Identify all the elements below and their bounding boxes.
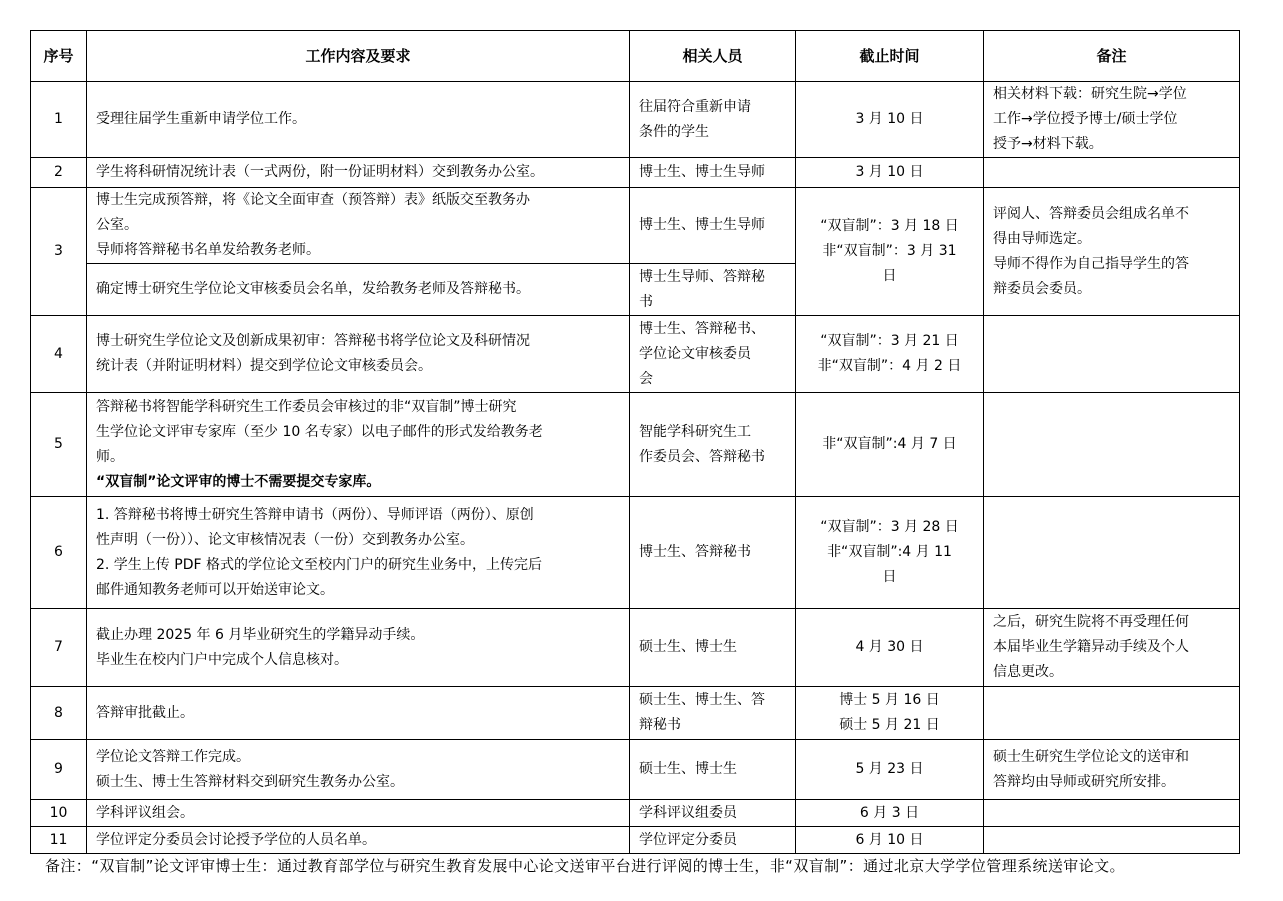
- table-row: [31, 188, 1240, 264]
- row-content: 1. 答辩秘书将博士研究生答辩申请书（两份）、导师评语（两份）、原创 性声明（一份））、论文审核情况表（一份）交到教务办公室。 2. 学生上传 PDF 格式的学位论文至校内门户的研究生业务中，上传完后 邮件通知教务老师可以开始送审论文。: [87, 497, 630, 609]
- table-row: [31, 497, 1240, 609]
- row-people: 博士生导师、答辩秘 书: [630, 264, 796, 316]
- row-deadline: 6 月 3 日: [796, 800, 984, 827]
- table-row: [31, 82, 1240, 158]
- table-row: [31, 827, 1240, 854]
- footnote: 备注：“双盲制”论文评审博士生：通过教育部学位与研究生教育发展中心论文送审平台进行评阅的博士生，非“双盲制”：通过北京大学学位管理系统送审论文。: [45, 857, 1125, 875]
- row-no: 9: [31, 740, 87, 800]
- row-note: 评阅人、答辩委员会组成名单不 得由导师选定。 导师不得作为自己指导学生的答 辩委员会委员。: [984, 188, 1240, 316]
- row-note: [984, 393, 1240, 497]
- table-row: [31, 393, 1240, 497]
- row-note: 之后，研究生院将不再受理任何 本届毕业生学籍异动手续及个人 信息更改。: [984, 609, 1240, 687]
- header-row: [31, 31, 1240, 82]
- row-content: 截止办理 2025 年 6 月毕业研究生的学籍异动手续。 毕业生在校内门户中完成个人信息核对。: [87, 609, 630, 687]
- row-people: 硕士生、博士生: [630, 740, 796, 800]
- header-people: 相关人员: [630, 31, 796, 82]
- row-note: [984, 687, 1240, 740]
- row-no: 8: [31, 687, 87, 740]
- row-note: [984, 800, 1240, 827]
- row-deadline: 非“双盲制”:4 月 7 日: [796, 393, 984, 497]
- row-no: 3: [31, 188, 87, 316]
- row-note: [984, 827, 1240, 854]
- row-deadline: 博士 5 月 16 日 硕士 5 月 21 日: [796, 687, 984, 740]
- bold-note: “双盲制”论文评审的博士不需要提交专家库。: [96, 473, 381, 490]
- row-people: 博士生、博士生导师: [630, 188, 796, 264]
- row-note: [984, 158, 1240, 188]
- row-deadline: “双盲制”：3 月 21 日 非“双盲制”：4 月 2 日: [796, 316, 984, 393]
- row-no: 5: [31, 393, 87, 497]
- row-people: 博士生、答辩秘书: [630, 497, 796, 609]
- row-note: [984, 316, 1240, 393]
- row-deadline: “双盲制”：3 月 28 日 非“双盲制”:4 月 11 日: [796, 497, 984, 609]
- row-deadline: 3 月 10 日: [796, 82, 984, 158]
- row-no: 4: [31, 316, 87, 393]
- row-people: 硕士生、博士生: [630, 609, 796, 687]
- table-row: [31, 800, 1240, 827]
- row-content: 学生将科研情况统计表（一式两份，附一份证明材料）交到教务办公室。: [87, 158, 630, 188]
- row-deadline: 4 月 30 日: [796, 609, 984, 687]
- table-row: [31, 687, 1240, 740]
- row-people: 往届符合重新申请 条件的学生: [630, 82, 796, 158]
- row-deadline: “双盲制”：3 月 18 日 非“双盲制”：3 月 31 日: [796, 188, 984, 316]
- row-content: 答辩审批截止。: [87, 687, 630, 740]
- header-deadline: 截止时间: [796, 31, 984, 82]
- row-no: 2: [31, 158, 87, 188]
- row-no: 1: [31, 82, 87, 158]
- row-content: 博士研究生学位论文及创新成果初审：答辩秘书将学位论文及科研情况 统计表（并附证明材料）提交到学位论文审核委员会。: [87, 316, 630, 393]
- row-people: 博士生、答辩秘书、 学位论文审核委员 会: [630, 316, 796, 393]
- row-no: 10: [31, 800, 87, 827]
- row-people: 博士生、博士生导师: [630, 158, 796, 188]
- row-note: 硕士生研究生学位论文的送审和 答辩均由导师或研究所安排。: [984, 740, 1240, 800]
- header-no: 序号: [31, 31, 87, 82]
- table-row: [31, 609, 1240, 687]
- row-people: 智能学科研究生工 作委员会、答辩秘书: [630, 393, 796, 497]
- row-content: 博士生完成预答辩，将《论文全面审查（预答辩）表》纸版交至教务办 公室。 导师将答辩秘书名单发给教务老师。: [87, 188, 630, 264]
- row-content: 学科评议组会。: [87, 800, 630, 827]
- row-note: [984, 497, 1240, 609]
- row-content: 答辩秘书将智能学科研究生工作委员会审核过的非“双盲制”博士研究 生学位论文评审专家库（至少 10 名专家）以电子邮件的形式发给教务老 师。 “双盲制”论文评审的博士不需要提交专家库。: [87, 393, 630, 497]
- table-row: [31, 740, 1240, 800]
- row-deadline: 5 月 23 日: [796, 740, 984, 800]
- table-row: [31, 316, 1240, 393]
- row-deadline: 3 月 10 日: [796, 158, 984, 188]
- row-people: 学位评定分委员: [630, 827, 796, 854]
- row-content: 受理往届学生重新申请学位工作。: [87, 82, 630, 158]
- row-content: 学位论文答辩工作完成。 硕士生、博士生答辩材料交到研究生教务办公室。: [87, 740, 630, 800]
- row-no: 7: [31, 609, 87, 687]
- row-no: 6: [31, 497, 87, 609]
- row-people: 硕士生、博士生、答 辩秘书: [630, 687, 796, 740]
- row-note: 相关材料下载：研究生院→学位 工作→学位授予博士/硕士学位 授予→材料下载。: [984, 82, 1240, 158]
- row-content: 确定博士研究生学位论文审核委员会名单，发给教务老师及答辩秘书。: [87, 264, 630, 316]
- row-deadline: 6 月 10 日: [796, 827, 984, 854]
- row-no: 11: [31, 827, 87, 854]
- header-note: 备注: [984, 31, 1240, 82]
- header-content: 工作内容及要求: [87, 31, 630, 82]
- table-row: [31, 158, 1240, 188]
- row-content: 学位评定分委员会讨论授予学位的人员名单。: [87, 827, 630, 854]
- schedule-table: [30, 30, 1240, 854]
- row-people: 学科评议组委员: [630, 800, 796, 827]
